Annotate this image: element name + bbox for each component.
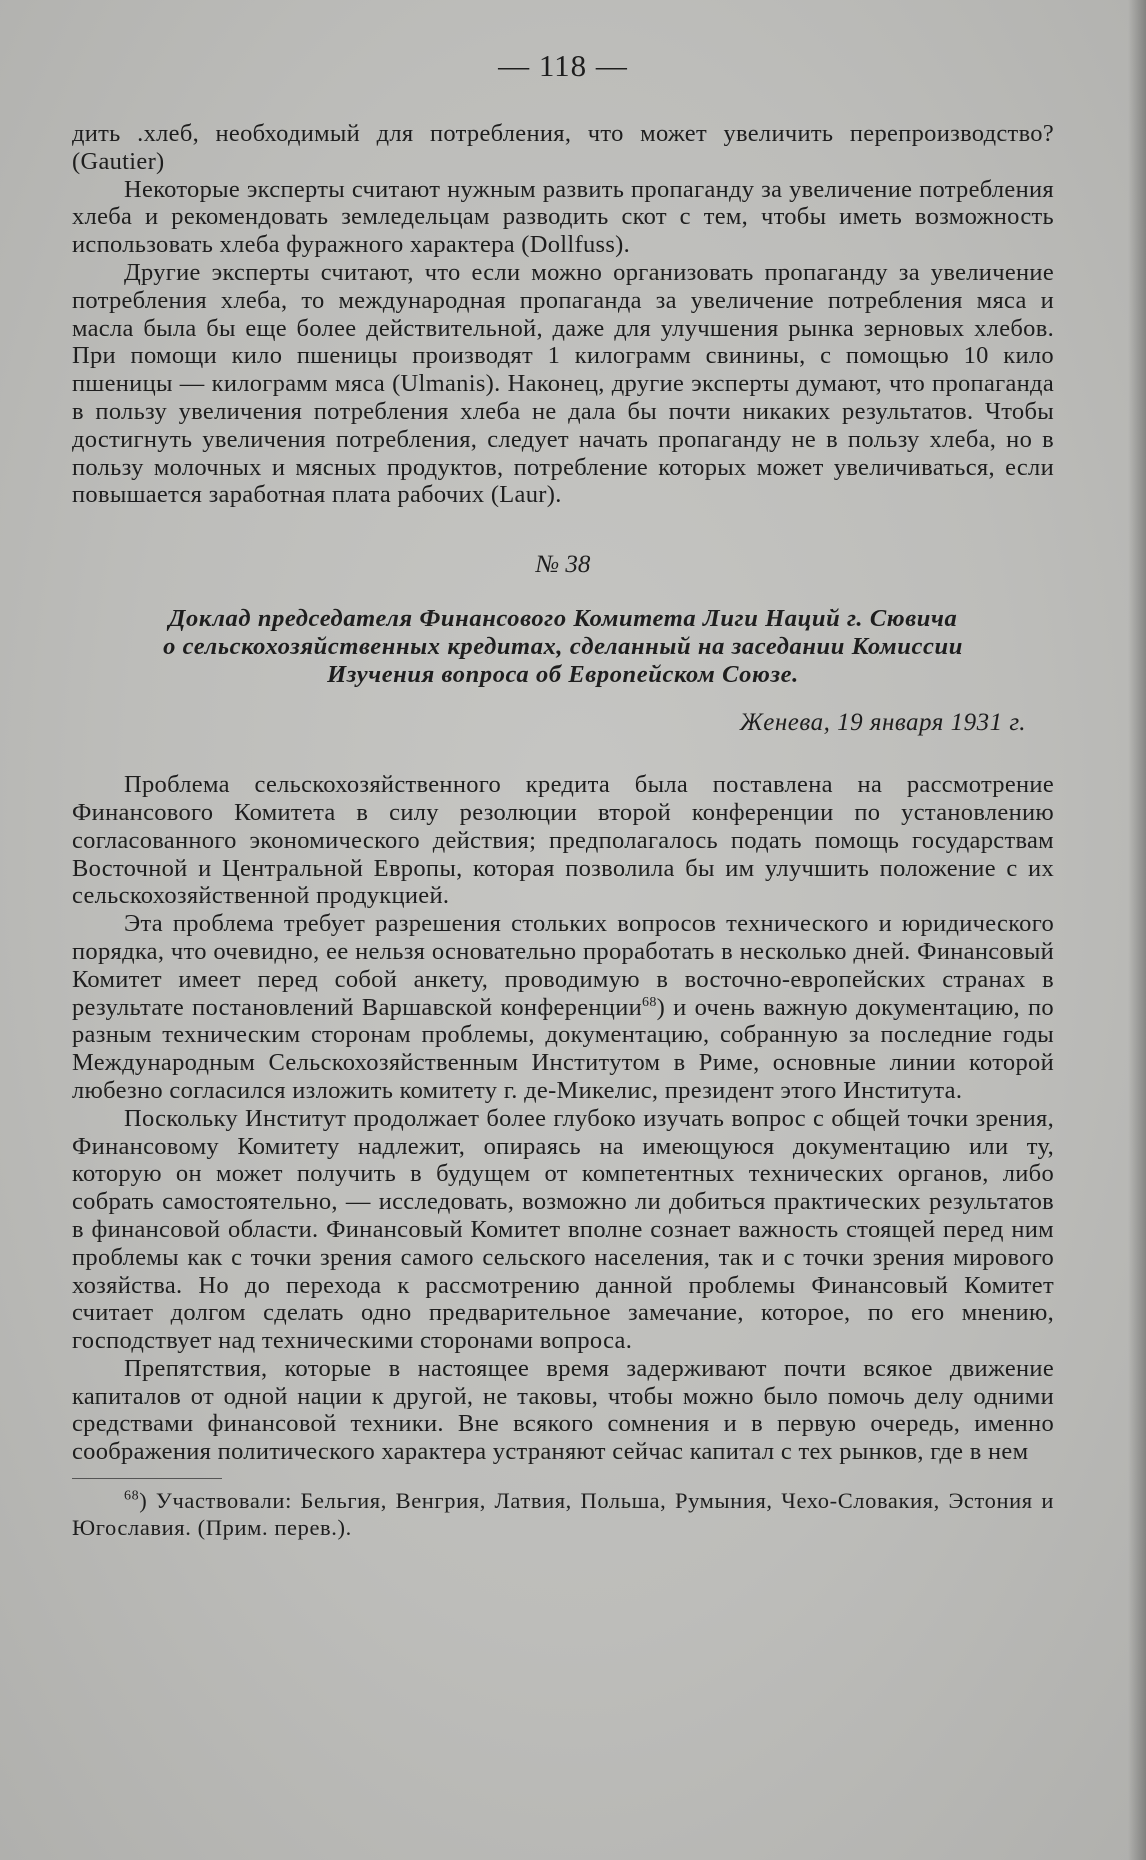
page-edge-shadow (1128, 0, 1146, 1860)
body-paragraph-4: Препятствия, которые в настоящее время задерживают почти всякое движение капиталов от одной нации к другой, не таковы, чтобы можно было помочь делу одними средствами финансовой техники. Вне всякого сомнения и в первую очередь, именно соображения политического характера устраняют сейчас капитал с тех рынков, где в нем (72, 1354, 1054, 1466)
page-number: — 118 — (498, 48, 628, 83)
document-title (72, 605, 1054, 689)
intro-section (72, 120, 1054, 509)
body-paragraph-1: Проблема сельскохозяйственного кредита была поставлена на рассмотрение Финансового Комитета в силу резолюции второй конференции по установлению согласованного экономического действия; предполагалось подать помощь государствам Восточной и Центральной Европы, которая позволила бы им улучшить положение с их сельскохозяйственной продукцией. (72, 771, 1054, 910)
document-title-line-2: о сельскохозяйственных кредитах, сделанный на заседании Комиссии (163, 633, 963, 661)
body-section (72, 771, 1054, 1466)
footnote-mark: 68 (124, 1488, 140, 1504)
place-date: Женева, 19 января 1931 г. (739, 709, 1026, 737)
footnote-divider (72, 1478, 222, 1479)
intro-paragraph-2: Некоторые эксперты считают нужным развить пропаганду за увеличение потребления хлеба и рекомендовать земледельцам разводить скот с тем, чтобы иметь возможность использовать хлеба фуражного характера (Dollfuss). (72, 175, 1054, 259)
body-paragraph-2-text-a: Эта проблема требует разрешения стольких вопросов технического и юридического порядка, что очевидно, ее нельзя основательно проработать в несколько дней. Финансовый Комитет имеет перед собой анкету, проводимую в восточно-европейских странах в результате постановлений Варшавской конференции (72, 910, 1054, 1021)
footnote-reference: 68 (642, 994, 657, 1010)
footnote (72, 1487, 1054, 1541)
footnote-text: ) Участвовали: Бельгия, Венгрия, Латвия, Польша, Румыния, Чехо-Словакия, Эстония и Югославия. (Прим. перев.). (72, 1488, 1054, 1541)
body-paragraph-2 (72, 910, 1054, 1105)
intro-paragraph-3: Другие эксперты считают, что если можно организовать пропаганду за увеличение потребления хлеба, то международная пропаганда за увеличение потребления мяса и масла была бы еще более действительной, даже для улучшения рынка зерновых хлебов. При помощи кило пшеницы производят 1 килограмм свинины, с помощью 10 кило пшеницы — килограмм мяса (Ulmanis). Наконец, другие эксперты думают, что пропаганда в пользу увеличения потребления хлеба не дала бы почти никаких результатов. Чтобы достигнуть увеличения потребления, следует начать пропаганду не в пользу хлеба, но в пользу молочных и мясных продуктов, потребление которых может увеличиваться, если повышается заработная плата рабочих (Laur). (72, 258, 1054, 509)
document-number: № 38 (535, 551, 591, 579)
document-title-line-3: Изучения вопроса об Европейском Союзе. (327, 661, 799, 689)
page-content (72, 46, 1054, 1541)
body-paragraph-3: Поскольку Институт продолжает более глубоко изучать вопрос с общей точки зрения, Финансовому Комитету надлежит, опираясь на имеющуюся документацию или ту, которую он может получить в будущем от компетентных технических органов, либо собрать самостоятельно, — исследовать, возможно ли добиться практических результатов в финансовой области. Финансовый Комитет вполне сознает важность стоящей перед ним проблемы как с точки зрения самого сельского населения, так и с точки зрения мирового хозяйства. Но до перехода к рассмотрению данной проблемы Финансовый Комитет считает долгом сделать одно предварительное замечание, которое, по его мнению, господствует над техническими сторонами вопроса. (72, 1104, 1054, 1355)
body-paragraph-2-text-b: ) и очень важную документацию, по разным техническим сторонам проблемы, документацию, собранную за последние годы Международным Сельскохозяйственным Институтом в Риме, основные линии которой любезно согласился изложить комитету г. де-Микелис, президент этого Института. (72, 993, 1054, 1104)
document-title-line-1: Доклад председателя Финансового Комитета Лиги Наций г. Сювича (168, 605, 958, 633)
intro-paragraph-1: дить .хлеб, необходимый для потребления, что может увеличить перепроизводство? (Gautier) (72, 120, 1054, 175)
